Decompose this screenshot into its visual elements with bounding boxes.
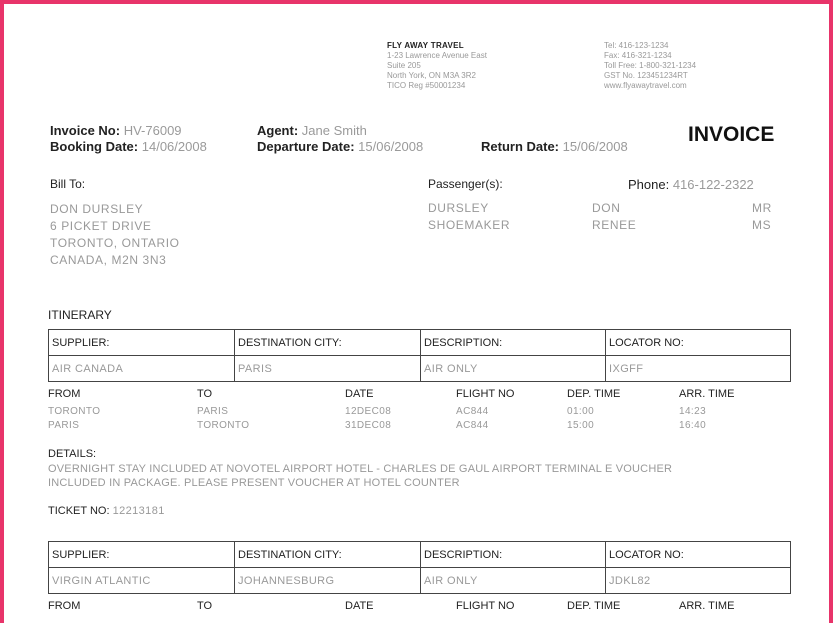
description-value: AIR ONLY xyxy=(421,568,606,594)
passenger-last-name: DURSLEY xyxy=(428,201,489,215)
locator-value: IXGFF xyxy=(606,356,791,382)
phone-label: Phone: xyxy=(628,177,670,192)
supplier-value: AIR CANADA xyxy=(49,356,235,382)
to-header: TO xyxy=(197,388,213,400)
bill-to-address xyxy=(50,201,180,269)
to-header: TO xyxy=(197,600,213,612)
itinerary-label: ITINERARY xyxy=(48,308,112,322)
departure-date-row xyxy=(257,139,423,154)
return-date-row xyxy=(481,139,628,154)
company-contact-line: Fax: 416-321-1234 xyxy=(604,51,672,60)
booking-date-label: Booking Date: xyxy=(50,139,139,154)
ticket-label: TICKET NO: xyxy=(48,505,110,517)
date-header: DATE xyxy=(345,388,374,400)
ticket-row xyxy=(48,505,165,517)
company-contact-line: Tel: 416-123-1234 xyxy=(604,41,669,50)
passenger-first-name: RENEE xyxy=(592,218,637,232)
dep-time-header: DEP. TIME xyxy=(567,388,621,400)
flight-to: TORONTO xyxy=(197,420,250,431)
destination-value: PARIS xyxy=(235,356,421,382)
segment-value-row xyxy=(49,568,791,594)
bill-to-label: Bill To: xyxy=(50,177,86,191)
company-address-line: North York, ON M3A 3R2 xyxy=(387,71,476,80)
agent-label: Agent: xyxy=(257,123,299,138)
company-address-line: 1-23 Lawrence Avenue East xyxy=(387,51,487,60)
booking-date-row xyxy=(50,139,207,154)
bill-to-line: CANADA, M2N 3N3 xyxy=(50,253,167,267)
flight-from: TORONTO xyxy=(48,406,101,417)
destination-header: DESTINATION CITY: xyxy=(235,330,421,356)
arr-time-header: ARR. TIME xyxy=(679,388,735,400)
flight-date: 12DEC08 xyxy=(345,406,392,417)
flight-to: PARIS xyxy=(197,406,229,417)
bill-to-line: DON DURSLEY xyxy=(50,202,144,216)
flight-from: PARIS xyxy=(48,420,80,431)
flight-dep-time: 01:00 xyxy=(567,406,595,417)
flight-dep-time: 15:00 xyxy=(567,420,595,431)
passenger-last-name: SHOEMAKER xyxy=(428,218,511,232)
company-contact-line: GST No. 123451234RT xyxy=(604,71,688,80)
passenger-title: MS xyxy=(752,218,772,232)
phone-row xyxy=(628,177,754,192)
segment-table xyxy=(48,329,791,382)
phone-value: 416-122-2322 xyxy=(672,177,754,192)
from-header: FROM xyxy=(48,600,81,612)
locator-header: LOCATOR NO: xyxy=(606,542,791,568)
segment-value-row xyxy=(49,356,791,382)
dep-time-header: DEP. TIME xyxy=(567,600,621,612)
agent-row xyxy=(257,123,367,138)
company-contact-line: Toll Free: 1-800-321-1234 xyxy=(604,61,697,70)
ticket-value: 12213181 xyxy=(112,505,165,517)
details-text xyxy=(48,462,672,490)
company-address-line: TICO Reg #50001234 xyxy=(387,81,466,90)
arr-time-header: ARR. TIME xyxy=(679,600,735,612)
company-address-line: Suite 205 xyxy=(387,61,421,70)
departure-date-label: Departure Date: xyxy=(257,139,355,154)
description-header: DESCRIPTION: xyxy=(421,542,606,568)
flight-no-header: FLIGHT NO xyxy=(456,388,515,400)
company-name: FLY AWAY TRAVEL xyxy=(387,41,464,50)
invoice-no-value: HV-76009 xyxy=(123,123,182,138)
destination-value: JOHANNESBURG xyxy=(235,568,421,594)
departure-date-value: 15/06/2008 xyxy=(358,139,424,154)
supplier-header: SUPPLIER: xyxy=(49,542,235,568)
date-header: DATE xyxy=(345,600,374,612)
company-block xyxy=(387,41,487,91)
segment-table xyxy=(48,541,791,594)
company-contact-line: www.flyawaytravel.com xyxy=(604,81,687,90)
from-header: FROM xyxy=(48,388,81,400)
return-date-label: Return Date: xyxy=(481,139,560,154)
passenger-first-name: DON xyxy=(592,201,621,215)
return-date-value: 15/06/2008 xyxy=(562,139,628,154)
details-line: OVERNIGHT STAY INCLUDED AT NOVOTEL AIRPORT HOTEL - CHARLES DE GAUL AIRPORT TERMINAL E VOUCHER xyxy=(48,463,673,475)
flight-number: AC844 xyxy=(456,406,489,417)
supplier-value: VIRGIN ATLANTIC xyxy=(49,568,235,594)
passengers-label: Passenger(s): xyxy=(428,177,503,191)
agent-value: Jane Smith xyxy=(301,123,367,138)
flight-no-header: FLIGHT NO xyxy=(456,600,515,612)
supplier-header: SUPPLIER: xyxy=(49,330,235,356)
destination-header: DESTINATION CITY: xyxy=(235,542,421,568)
flight-arr-time: 16:40 xyxy=(679,420,707,431)
details-line: INCLUDED IN PACKAGE. PLEASE PRESENT VOUCHER AT HOTEL COUNTER xyxy=(48,477,460,489)
description-value: AIR ONLY xyxy=(421,356,606,382)
passenger-title: MR xyxy=(752,201,772,215)
invoice-no-label: Invoice No: xyxy=(50,123,121,138)
segment-header-row xyxy=(49,330,791,356)
segment-header-row xyxy=(49,542,791,568)
document-title: INVOICE xyxy=(688,123,775,146)
invoice-no-row xyxy=(50,123,182,138)
company-contact-block xyxy=(604,41,696,91)
description-header: DESCRIPTION: xyxy=(421,330,606,356)
locator-header: LOCATOR NO: xyxy=(606,330,791,356)
flight-number: AC844 xyxy=(456,420,489,431)
flight-date: 31DEC08 xyxy=(345,420,392,431)
flight-arr-time: 14:23 xyxy=(679,406,707,417)
booking-date-value: 14/06/2008 xyxy=(141,139,207,154)
details-label: DETAILS: xyxy=(48,448,97,460)
bill-to-line: TORONTO, ONTARIO xyxy=(50,236,180,250)
bill-to-line: 6 PICKET DRIVE xyxy=(50,219,152,233)
locator-value: JDKL82 xyxy=(606,568,791,594)
